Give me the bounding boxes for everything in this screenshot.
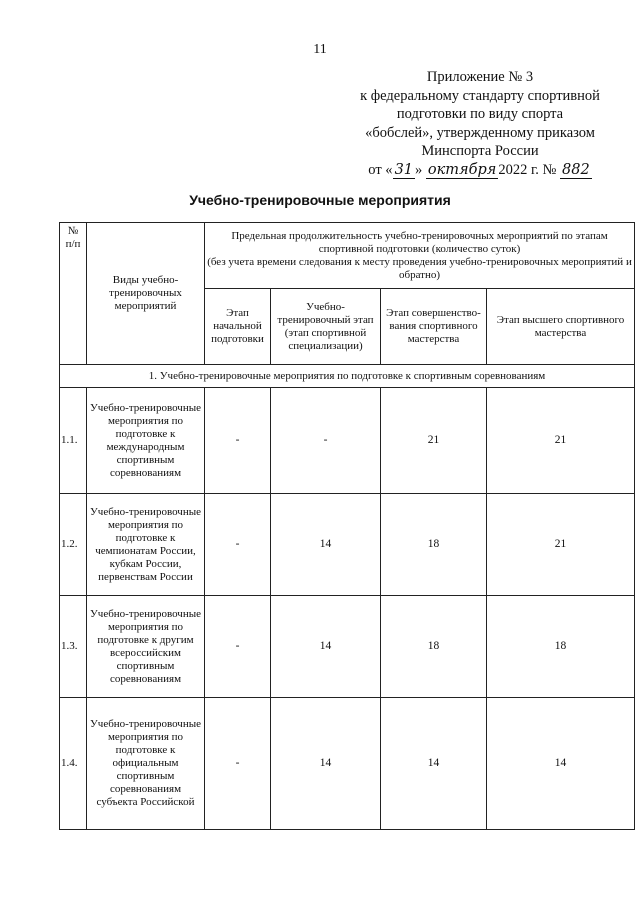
date-prefix: от « [368, 161, 393, 178]
row-value-improvement: 18 [381, 596, 487, 698]
row-value-initial: - [205, 494, 271, 596]
row-value-initial: - [205, 388, 271, 494]
row-value-highest: 21 [487, 388, 635, 494]
row-value-highest: 14 [487, 698, 635, 830]
header-duration-note: (без учета времени следования к месту проведения учебно-тренировочных мероприятий и обратно) [207, 255, 632, 281]
section-row [60, 365, 635, 388]
handwritten-number: 882 [562, 161, 590, 178]
table-row [60, 596, 635, 698]
table-header-row [60, 223, 635, 289]
header-duration-text: Предельная продолжительность учебно-тренировочных мероприятий по этапам спортивной подготовки (количество суток) [231, 229, 608, 255]
row-value-improvement: 21 [381, 388, 487, 494]
stage-training: Учебно-тренировочный этап (этап спортивной специализации) [271, 289, 381, 365]
row-number: 1.2. [60, 494, 87, 596]
row-value-training: 14 [271, 494, 381, 596]
date-year: 2022 г. № [498, 161, 557, 178]
stage-highest: Этап высшего спортивного мастерства [487, 289, 635, 365]
row-event-type: Учебно-тренировочные мероприятия по подготовке к чемпионатам России, кубкам России, первенствам России [87, 494, 205, 596]
handwritten-day: 31 [394, 161, 414, 178]
row-number: 1.4. [60, 698, 87, 830]
appendix-line-5: Минспорта России [421, 143, 539, 159]
header-num: № п/п [60, 223, 87, 365]
events-table [59, 222, 635, 830]
table-row [60, 698, 635, 830]
row-value-initial: - [205, 698, 271, 830]
row-value-highest: 18 [487, 596, 635, 698]
header-duration [205, 223, 635, 289]
row-event-type: Учебно-тренировочные мероприятия по подготовке к официальным спортивным соревнованиям субъекта Российской [87, 698, 205, 830]
header-type: Виды учебно-тренировочных мероприятий [87, 223, 205, 365]
row-value-initial: - [205, 596, 271, 698]
stage-improvement: Этап совершенство-вания спортивного мастерства [381, 289, 487, 365]
row-value-training: 14 [271, 596, 381, 698]
handwritten-month: октября [427, 161, 497, 178]
stage-initial: Этап начальной подготовки [205, 289, 271, 365]
appendix-line-2: к федеральному стандарту спортивной [360, 87, 600, 104]
table-row [60, 494, 635, 596]
row-number: 1.3. [60, 596, 87, 698]
page-number: 11 [313, 42, 327, 57]
row-value-training: 14 [271, 698, 381, 830]
row-number: 1.1. [60, 388, 87, 494]
document-title: Учебно-тренировочные мероприятия [189, 192, 451, 208]
row-value-training: - [271, 388, 381, 494]
appendix-line-4: «бобслей», утвержденному приказом [365, 124, 595, 141]
row-value-improvement: 18 [381, 494, 487, 596]
appendix-block [330, 68, 630, 179]
table-row [60, 388, 635, 494]
appendix-date-line [330, 161, 630, 180]
row-value-improvement: 14 [381, 698, 487, 830]
row-event-type: Учебно-тренировочные мероприятия по подготовке к другим всероссийским спортивным соревнованиям [87, 596, 205, 698]
row-value-highest: 21 [487, 494, 635, 596]
row-event-type: Учебно-тренировочные мероприятия по подготовке к международным спортивным соревнованиям [87, 388, 205, 494]
appendix-line-3: подготовки по виду спорта [396, 106, 564, 122]
appendix-title: Приложение № 3 [426, 69, 534, 85]
date-mid: » [415, 161, 423, 178]
section-title: 1. Учебно-тренировочные мероприятия по подготовке к спортивным соревнованиям [60, 365, 635, 388]
